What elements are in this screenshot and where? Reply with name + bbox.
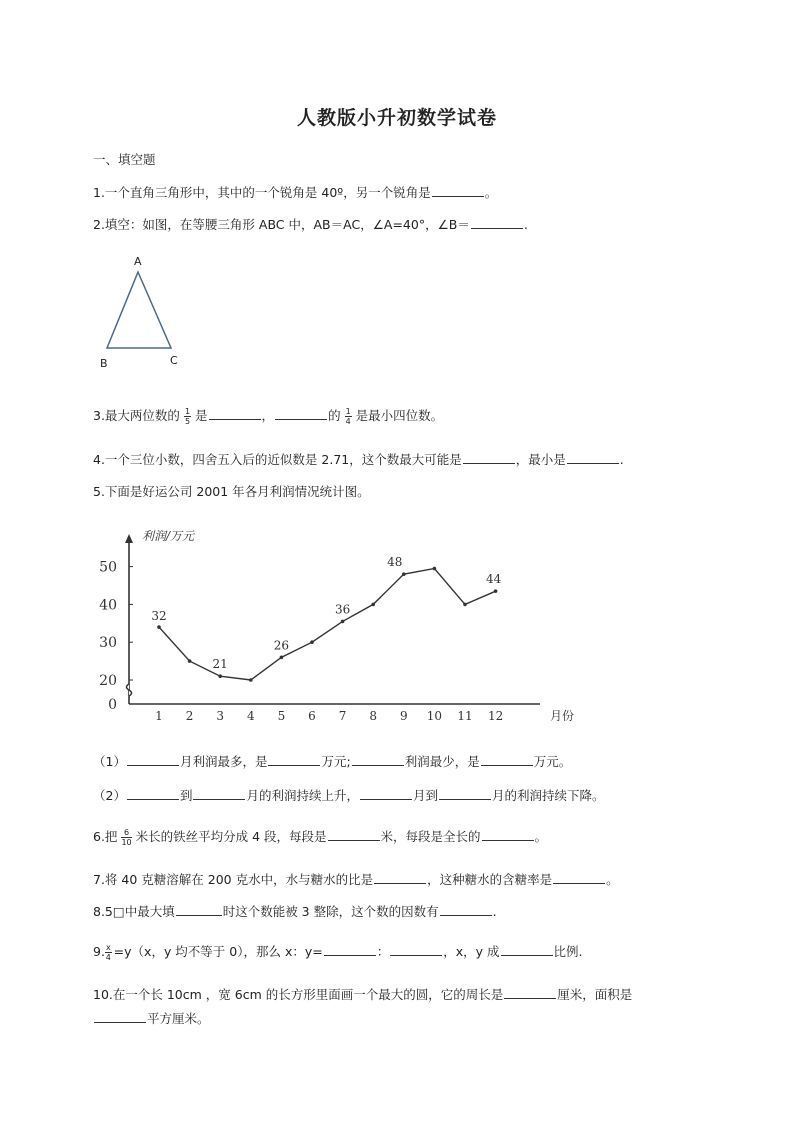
q5-2-blank-2[interactable] (193, 785, 245, 800)
x-tick-label: 3 (216, 709, 225, 723)
q4-blank-1[interactable] (463, 449, 515, 464)
q9-text-d: ，x，y 成 (443, 944, 500, 959)
q5-1-text-b: 月利润最多，是 (179, 754, 268, 769)
q5-1-text-c: 万元; (321, 754, 351, 769)
chart-axis-break (127, 684, 132, 696)
x-tick-label: 9 (399, 709, 408, 723)
y-tick-label: 30 (99, 635, 117, 652)
q9-text-b: =y（x，y 均不等于 0），那么 x：y= (113, 944, 323, 959)
question-5-2 (93, 785, 605, 806)
q3-text-c: ， (261, 408, 275, 423)
q9-blank-2[interactable] (390, 941, 442, 956)
data-label: 32 (151, 609, 167, 624)
question-7 (93, 869, 619, 890)
q9-blank-1[interactable] (324, 941, 376, 956)
section-heading: 一、填空题 (93, 152, 156, 167)
q6-text: 6.把 (93, 829, 118, 844)
q6-blank-2[interactable] (482, 826, 534, 841)
series-line (159, 568, 496, 680)
vertex-b-label: B (100, 357, 108, 370)
q3-blank-1[interactable] (209, 405, 261, 420)
q5-1-blank-3[interactable] (352, 751, 404, 766)
q1-end: 。 (484, 185, 498, 200)
question-8 (93, 901, 497, 922)
q6-f-den: 10 (121, 838, 132, 847)
q5-2-text-b: 到 (179, 788, 193, 803)
q3-text: 3.最大两位数的 (93, 408, 180, 423)
data-point (157, 625, 161, 629)
q6-blank-1[interactable] (328, 826, 380, 841)
q5-1-blank-4[interactable] (481, 751, 533, 766)
data-point (463, 603, 467, 607)
q8-text: 8.5□中最大填 (93, 904, 175, 919)
chart-x-ticks (155, 709, 503, 723)
question-10 (93, 984, 632, 1005)
q9-text: 9. (93, 944, 105, 959)
triangle-shape (107, 272, 171, 348)
q3-text-e: 是最小四位数。 (355, 408, 444, 423)
data-point (494, 589, 498, 593)
q8-text-b: 时这个数能被 3 整除，这个数的因数有 (222, 904, 439, 919)
q7-text-b: ，这种糖水的含糖率是 (427, 872, 553, 887)
q8-end: . (492, 904, 497, 919)
q10-text-b: 厘米，面积是 (557, 987, 633, 1002)
q1-blank[interactable] (432, 182, 484, 197)
q1-text: 1.一个直角三角形中，其中的一个锐角是 40º，另一个锐角是 (93, 185, 431, 200)
q5-2-blank-1[interactable] (127, 785, 179, 800)
x-tick-label: 10 (426, 709, 443, 723)
q5-1-blank-2[interactable] (268, 751, 320, 766)
x-tick-label: 11 (457, 709, 473, 723)
q3-fraction-2 (345, 407, 352, 426)
q4-text: 4.一个三位小数，四舍五入后的近似数是 2.71，这个数最大可能是 (93, 452, 462, 467)
vertex-a-label: A (134, 255, 142, 268)
q3-fraction-1 (184, 407, 191, 426)
q6-text-b: 米长的铁丝平均分成 4 段，每段是 (135, 829, 327, 844)
x-tick-label: 1 (155, 709, 163, 723)
question-3 (93, 405, 443, 426)
q5-2-text-d: 月到 (412, 788, 438, 803)
data-point (188, 659, 192, 663)
data-point (280, 656, 284, 660)
q6-end: 。 (534, 829, 548, 844)
x-tick-label: 2 (185, 709, 194, 723)
question-10-continued (93, 1008, 210, 1029)
page-title: 人教版小升初数学试卷 (296, 107, 497, 129)
q6-fraction (121, 828, 131, 847)
q5-2-text: （2） (93, 788, 126, 803)
vertex-c-label: C (170, 354, 178, 367)
q3-f1-den: 5 (184, 417, 191, 426)
data-label: 36 (334, 602, 351, 617)
question-6 (93, 826, 547, 847)
q9-blank-3[interactable] (501, 941, 553, 956)
data-label: 26 (273, 638, 290, 653)
q9-f-den: 4 (105, 953, 111, 962)
data-point (402, 572, 406, 576)
q6-f-num: 6 (121, 828, 131, 838)
data-point (218, 674, 222, 678)
q3-f2-den: 4 (345, 417, 351, 426)
data-point (341, 620, 345, 624)
q5-2-text-e: 月的利润持续下降。 (492, 788, 605, 803)
q9-end: 比例. (553, 944, 583, 959)
q5-1-text-d: 利润最少，是 (404, 754, 480, 769)
chart-y-axis-arrow (125, 534, 133, 543)
q10-end: 平方厘米。 (147, 1011, 210, 1026)
y-tick-label: 50 (99, 559, 117, 576)
q8-blank-2[interactable] (440, 901, 492, 916)
q7-blank-1[interactable] (374, 869, 426, 884)
data-label: 48 (387, 555, 403, 570)
q7-end: 。 (606, 872, 619, 887)
question-4 (93, 449, 624, 470)
x-tick-label: 4 (246, 709, 255, 723)
q10-blank-2[interactable] (94, 1008, 146, 1023)
q3-text-d: 的 (328, 408, 341, 423)
profit-line-chart (90, 520, 600, 730)
q7-text: 7.将 40 克糖溶解在 200 克水中，水与糖水的比是 (93, 872, 374, 887)
chart-axes (125, 534, 540, 704)
q5-1-text: （1） (93, 754, 126, 769)
q5-2-blank-3[interactable] (360, 785, 412, 800)
q10-blank-1[interactable] (504, 984, 556, 999)
question-5-1 (93, 751, 571, 772)
y-tick-label: 0 (108, 697, 117, 713)
chart-x-axis-label: 月份 (550, 709, 575, 723)
data-point (433, 567, 437, 571)
q5-1-text-e: 万元。 (533, 754, 572, 769)
q6-text-c: 米，每段是全长的 (380, 829, 481, 844)
q3-f2-num: 1 (345, 407, 351, 416)
q4-end: . (619, 452, 624, 467)
y-tick-label: 40 (99, 597, 117, 614)
q3-f1-num: 1 (184, 407, 191, 416)
q3-blank-2[interactable] (275, 405, 327, 420)
data-label: 21 (212, 657, 228, 672)
q4-blank-2[interactable] (567, 449, 619, 464)
question-5: 5.下面是好运公司 2001 年各月利润情况统计图。 (93, 484, 370, 499)
question-9 (93, 941, 583, 962)
y-tick-label: 20 (99, 673, 117, 689)
question-1 (93, 182, 497, 203)
q9-fraction (105, 943, 112, 962)
question-2 (93, 214, 528, 235)
q5-2-text-c: 月的利润持续上升， (246, 788, 359, 803)
x-tick-label: 8 (369, 709, 378, 723)
q3-text-b: 是 (195, 408, 208, 423)
q7-blank-2[interactable] (553, 869, 605, 884)
data-point (310, 640, 314, 644)
q8-blank-1[interactable] (176, 901, 222, 916)
x-tick-label: 5 (277, 709, 286, 723)
q2-blank[interactable] (471, 214, 523, 229)
data-point (371, 603, 375, 607)
q10-text: 10.在一个长 10cm ，宽 6cm 的长方形里面画一个最大的圆，它的周长是 (93, 987, 504, 1002)
x-tick-label: 12 (487, 709, 504, 723)
q5-1-blank-1[interactable] (127, 751, 179, 766)
data-label: 44 (485, 572, 502, 587)
chart-series (151, 555, 501, 682)
q4-text-b: ，最小是 (515, 452, 566, 467)
x-tick-label: 6 (308, 709, 316, 723)
triangle-figure (95, 250, 195, 375)
q9-f-num: x (105, 943, 111, 952)
q2-end: . (523, 217, 528, 232)
q5-2-blank-4[interactable] (439, 785, 491, 800)
x-tick-label: 7 (338, 709, 347, 723)
q9-text-c: ： (376, 944, 390, 959)
data-point (249, 678, 253, 682)
chart-y-axis-label: 利润/万元 (142, 529, 195, 543)
q2-text: 2.填空：如图，在等腰三角形 ABC 中，AB＝AC，∠A=40°，∠B＝ (93, 217, 470, 232)
